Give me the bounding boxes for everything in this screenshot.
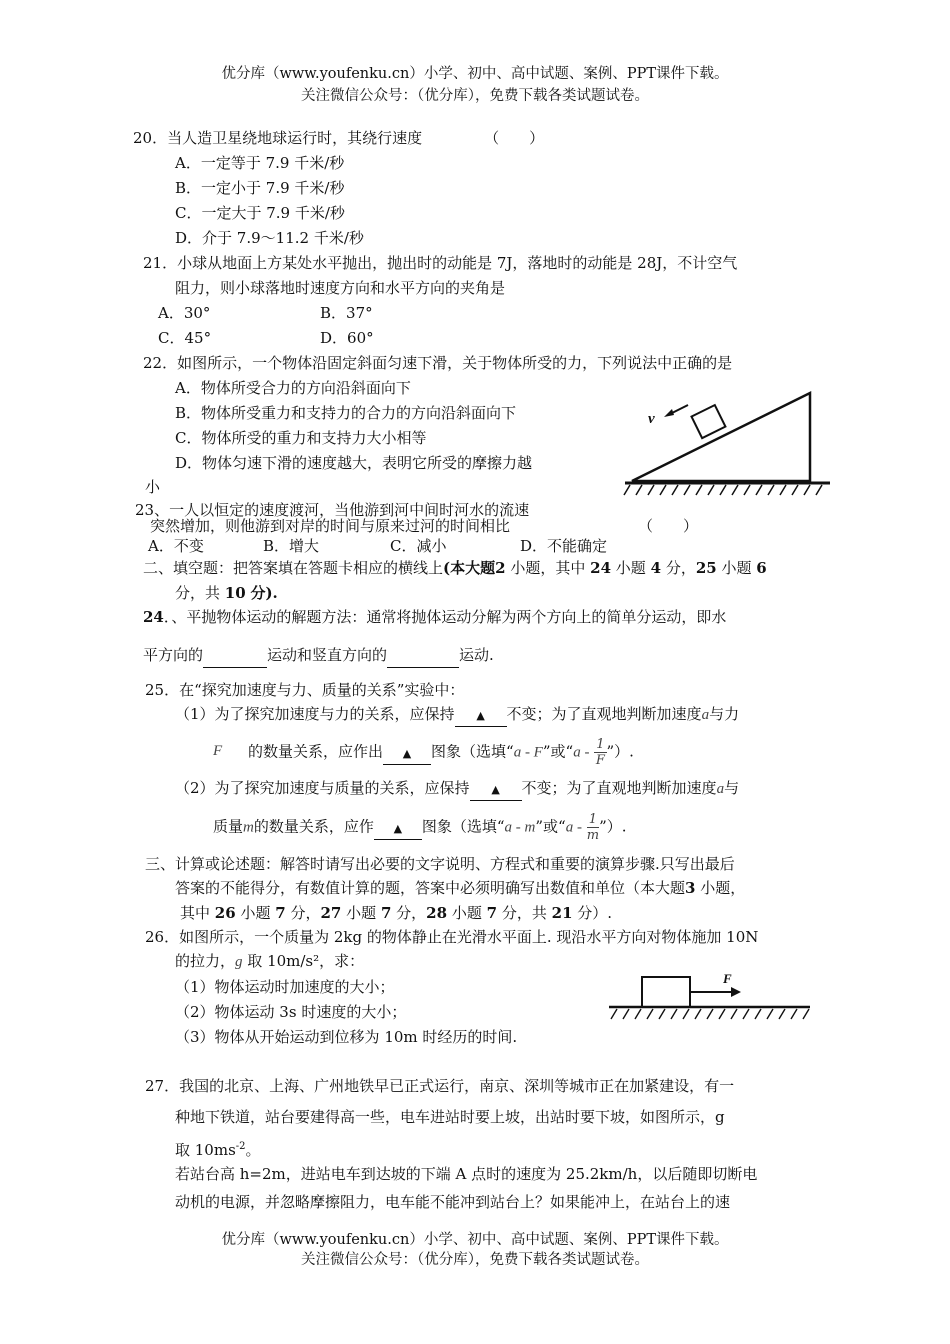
q21-stem-2: 阻力，则小球落地时速度方向和水平方向的夹角是 — [175, 279, 506, 297]
q26-part-3: （3）物体从开始运动到位移为 10m 时经历的时间. — [175, 1028, 518, 1046]
q23-paren: （ ） — [638, 517, 699, 535]
block-force-figure — [605, 965, 815, 1025]
q25-blank-3[interactable]: ▲ — [470, 780, 522, 801]
q27-line-4: 若站台高 h=2m，进站电车到达坡的下端 A 点时的速度为 25.2km/h，以后随即切断电 — [175, 1165, 758, 1183]
q20-option-d: D．介于 7.9～11.2 千米/秒 — [175, 229, 364, 247]
q23-option-c: C．减小 — [390, 537, 447, 555]
incline-figure — [620, 385, 835, 500]
q27-line-5: 动机的电源，并忽略摩擦阻力，电车能不能冲到站台上？如果能冲上，在站台上的速 — [175, 1193, 731, 1211]
q22-stem: 22．如图所示，一个物体沿固定斜面匀速下滑，关于物体所受的力，下列说法中正确的是 — [143, 354, 733, 372]
ground-hatching — [624, 485, 822, 495]
q25-part-2-line-2: 质量m的数量关系，应作 ▲ 图象（选填“a - m”或“a - $\frac{1}{m}$”）. — [213, 812, 627, 843]
q26-stem-2: 的拉力，g 取 10m/s²，求： — [175, 952, 365, 970]
q25-part-2-line-1: （2）为了探究加速度与质量的关系，应保持 ▲ 不变；为了直观地判断加速度a与 — [175, 778, 739, 801]
q20-option-a: A．一定等于 7.9 千米/秒 — [175, 154, 345, 172]
q25-var-F: F — [213, 743, 223, 759]
q27-line-3: 取 $10ms^{-2}$。 — [175, 1141, 261, 1159]
q26-part-2: （2）物体运动 3s 时速度的大小； — [175, 1003, 407, 1021]
q27-line-2: 种地下铁道，站台要建得高一些，电车进站时要上坡，出站时要下坡，如图所示，g — [175, 1108, 725, 1126]
q21-option-b: B．37° — [320, 304, 373, 322]
section-3-heading-1: 三、计算或论述题：解答时请写出必要的文字说明、方程式和重要的演算步骤.只写出最后 — [145, 855, 735, 873]
q23-stem-1: 23、一人以恒定的速度渡河，当他游到河中间时河水的流速 — [135, 501, 530, 519]
q25-blank-4[interactable]: ▲ — [374, 819, 422, 840]
q22-option-c: C．物体所受的重力和支持力大小相等 — [175, 429, 427, 447]
velocity-label: v — [648, 411, 655, 427]
q21-stem-1: 21．小球从地面上方某处水平抛出，抛出时的动能是 7J，落地时的动能是 28J，不计空气 — [143, 254, 738, 272]
q22-option-a: A．物体所受合力的方向沿斜面向下 — [175, 379, 411, 397]
q25-stem: 25．在“探究加速度与力、质量的关系”实验中： — [145, 681, 465, 699]
q22-option-d-2: 小 — [145, 478, 161, 496]
q25-part-1-line-1: （1）为了探究加速度与力的关系，应保持 ▲ 不变；为了直观地判断加速度a与力 — [175, 704, 739, 727]
q22-option-b: B．物体所受重力和支持力的合力的方向沿斜面向下 — [175, 404, 517, 422]
q20-option-b: B．一定小于 7.9 千米/秒 — [175, 179, 345, 197]
incline-slope — [632, 393, 810, 481]
force-label: F — [723, 971, 732, 986]
surface-hatching — [611, 1009, 809, 1019]
q20-option-c: C．一定大于 7.9 千米/秒 — [175, 204, 345, 222]
q23-stem-2: 突然增加，则他游到对岸的时间与原来过河的时间相比 — [150, 517, 511, 535]
velocity-arrowhead — [664, 409, 674, 417]
block — [642, 977, 690, 1007]
section-2-heading-2: 分，共 10 分). — [175, 584, 278, 602]
q24-text-2: 平方向的 运动和竖直方向的 运动. — [143, 645, 494, 668]
section-2-heading: 二、填空题：把答案填在答题卡相应的横线上(本大题2 小题，其中 24 小题 4 分，25 小题 6 — [143, 559, 767, 577]
q21-option-a: A．30° — [158, 304, 211, 322]
force-arrowhead — [731, 987, 741, 997]
q23-option-d: D．不能确定 — [520, 537, 608, 555]
q22-option-d-1: D．物体匀速下滑的速度越大，表明它所受的摩擦力越 — [175, 454, 533, 472]
section-3-heading-2: 答案的不能得分，有数值计算的题，答案中必须明确写出数值和单位（本大题3 小题， — [175, 879, 746, 897]
q25-fraction-1-over-F: $\frac{1}{F}$ — [595, 737, 605, 768]
q25-blank-1[interactable]: ▲ — [455, 706, 507, 727]
block-on-incline — [691, 405, 725, 438]
q20-stem: 20．当人造卫星绕地球运行时，其绕行速度 （ ） — [133, 129, 545, 147]
q25-part-1-line-2: 的数量关系，应作出 ▲ 图象（选填“a - F”或“a - $\frac{1}{F}$”）. — [248, 737, 634, 768]
q21-option-c: C．45° — [158, 329, 212, 347]
q24-text-1: 24．、平抛物体运动的解题方法：通常将抛体运动分解为两个方向上的简单分运动，即水 — [143, 608, 727, 626]
q23-option-b: B．增大 — [263, 537, 320, 555]
q27-line-1: 27．我国的北京、上海、广州地铁早已正式运行，南京、深圳等城市正在加紧建设，有一 — [145, 1077, 735, 1095]
footer-line-2: 关注微信公众号：（优分库），免费下载各类试题试卷。 — [301, 1252, 649, 1268]
footer-line-1: 优分库（www.youfenku.cn）小学、初中、高中试题、案例、PPT课件下载。 — [221, 1232, 729, 1248]
q23-option-a: A．不变 — [148, 537, 204, 555]
q25-fraction-1-over-m: $\frac{1}{m}$ — [586, 812, 600, 843]
header-line-1: 优分库（www.youfenku.cn）小学、初中、高中试题、案例、PPT课件下载。 — [221, 66, 729, 82]
q21-option-d: D．60° — [320, 329, 374, 347]
q26-stem-1: 26．如图所示，一个质量为 2kg 的物体静止在光滑水平面上. 现沿水平方向对物体施加 10N — [145, 928, 759, 946]
header-line-2: 关注微信公众号：（优分库），免费下载各类试题试卷。 — [301, 88, 649, 104]
q24-blank-2[interactable] — [387, 647, 459, 668]
q25-blank-2[interactable]: ▲ — [383, 744, 431, 765]
q26-part-1: （1）物体运动时加速度的大小； — [175, 978, 395, 996]
section-3-heading-3: 其中 26 小题 7 分，27 小题 7 分，28 小题 7 分，共 21 分）. — [180, 904, 613, 922]
q24-blank-1[interactable] — [203, 647, 267, 668]
